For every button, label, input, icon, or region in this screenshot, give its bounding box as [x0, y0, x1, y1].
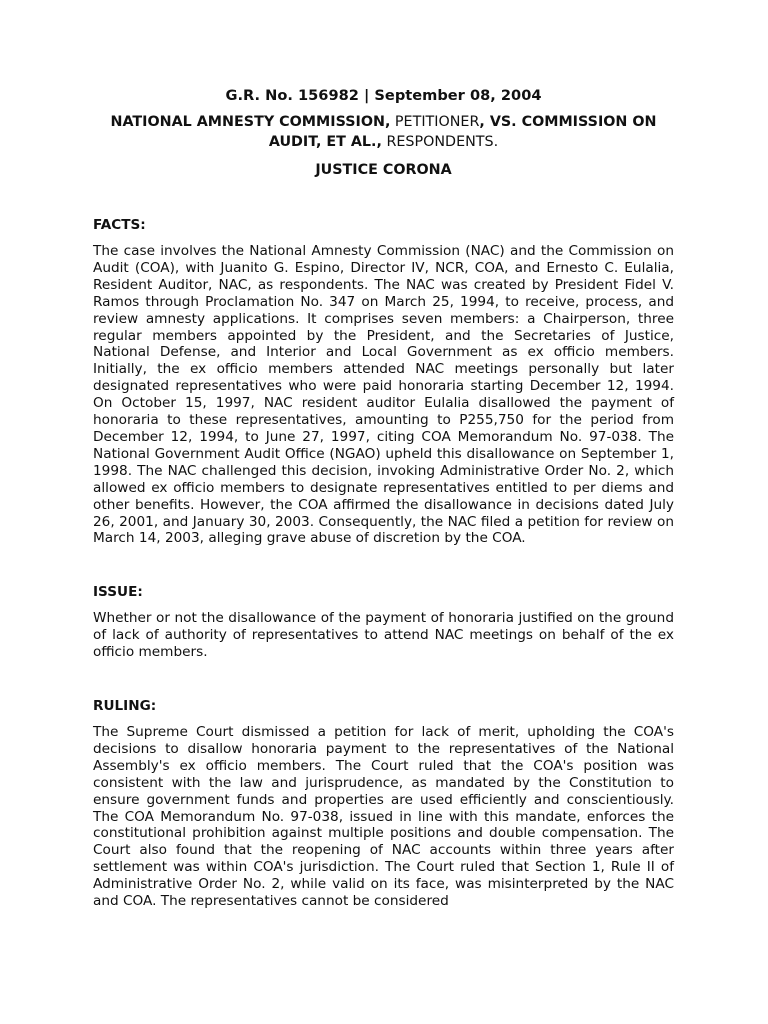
facts-paragraph: The case involves the National Amnesty Commission (NAC) and the Commission on Audit (COA), with Juanito G. Espino, Director IV, NCR, COA, and Ernesto C. Eulalia, Resident Auditor, NAC, as respondents. The NAC was created by President Fidel V. Ramos through Proclamation No. 347 on March 25, 1994, to receive, process, and review amnesty applications. It comprises seven members: a Chairperson, three regular members appointed by the President, and the Secretaries of Justice, National Defense, and Interior and Local Government as ex officio members. Initially, the ex officio members attended NAC meetings personally but later designated representatives who were paid honoraria starting December 12, 1994. On October 15, 1997, NAC resident auditor Eulalia disallowed the payment of honoraria to these representatives, amounting to P255,750 for the period from December 12, 1994, to June 27, 1997, citing COA Memorandum No. 97-038. The National Government Audit Office (NGAO) upheld this disallowance on September 1, 1998. The NAC challenged this decision, invoking Administrative Order No. 2, which allowed ex officio members to designate representatives entitled to per diems and other benefits. However, the COA affirmed the disallowance in decisions dated July 26, 2001, and January 30, 2003. Consequently, the NAC filed a petition for review on March 14, 2003, alleging grave abuse of discretion by the COA. [93, 243, 674, 547]
document-page [93, 86, 674, 910]
ruling-paragraph: The Supreme Court dismissed a petition for lack of merit, upholding the COA's decisions to disallow honoraria payment to the representatives of the National Assembly's ex officio members. The Court ruled that the COA's position was consistent with the law and jurisprudence, as mandated by the Constitution to ensure government funds and properties are used efficiently and conscientiously. The COA Memorandum No. 97-038, issued in line with this mandate, enforces the constitutional prohibition against multiple positions and double compensation. The Court also found that the reopening of NAC accounts within three years after settlement was within COA's jurisdiction. The Court ruled that Section 1, Rule II of Administrative Order No. 2, while valid on its face, was misinterpreted by the NAC and COA. The representatives cannot be considered [93, 724, 674, 910]
ruling-heading: RULING: [93, 698, 157, 715]
respondent-role: RESPONDENTS. [381, 133, 499, 150]
petitioner-name: NATIONAL AMNESTY COMMISSION, [110, 114, 391, 130]
issue-paragraph: Whether or not the disallowance of the payment of honoraria justified on the ground of lack of authority of representatives to attend NAC meetings on behalf of the ex officio members. [93, 610, 674, 661]
ponente: JUSTICE CORONA [315, 162, 452, 178]
case-number-title: G.R. No. 156982 | September 08, 2004 [225, 87, 542, 104]
case-parties [93, 113, 674, 152]
issue-heading: ISSUE: [93, 584, 143, 601]
facts-heading: FACTS: [93, 217, 146, 233]
respondent-name: , VS. COMMISSION ON AUDIT, ET AL., [268, 114, 657, 150]
petitioner-role: PETITIONER [390, 114, 480, 130]
